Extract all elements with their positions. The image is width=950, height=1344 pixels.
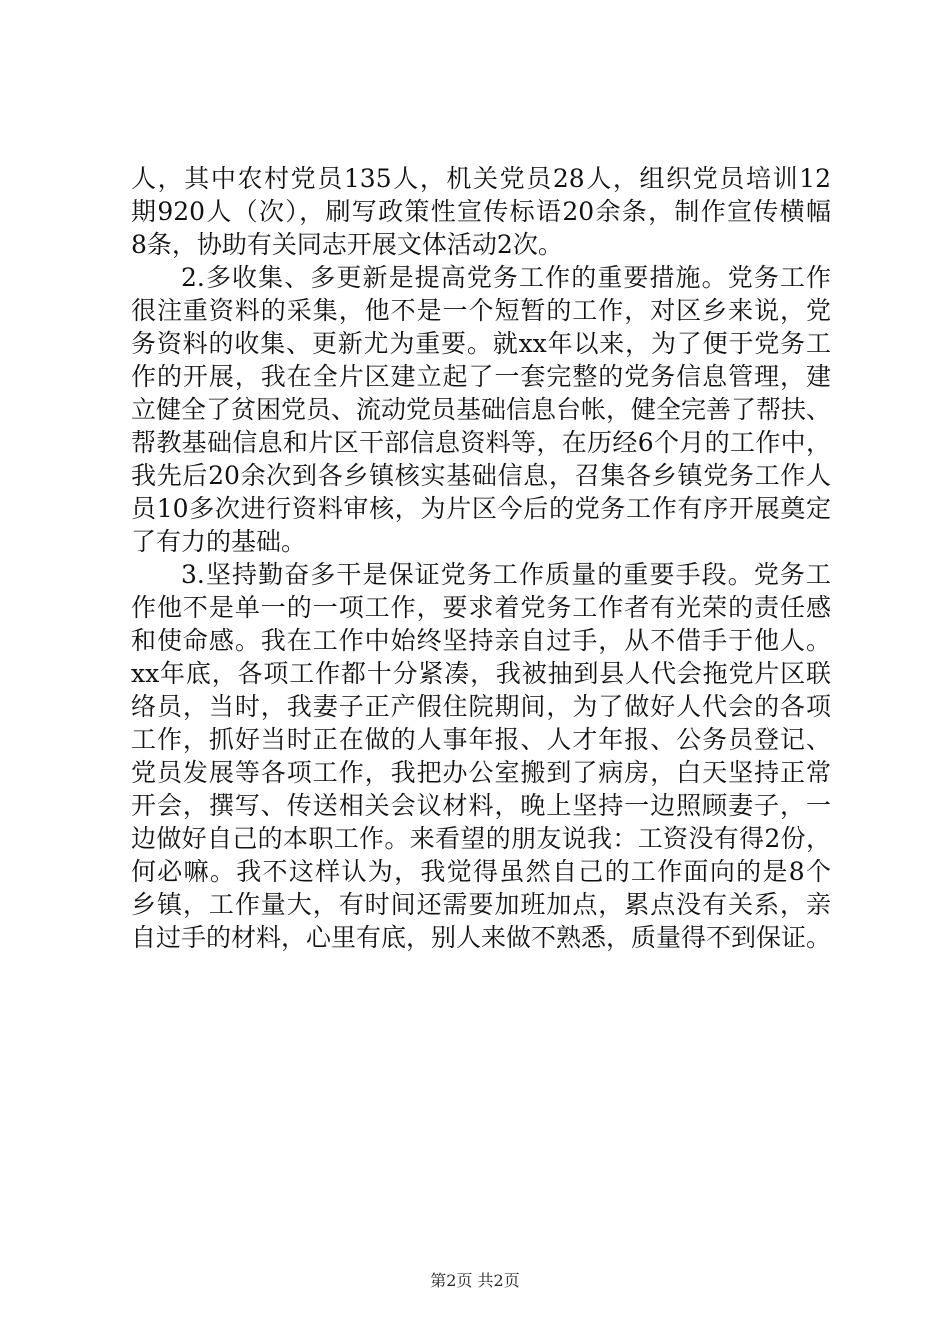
text-line: 员10多次进行资料审核，为片区今后的党务工作有序开展奠定	[131, 494, 831, 523]
text-line: 立健全了贫困党员、流动党员基础信息台帐，健全完善了帮扶、	[131, 395, 832, 424]
text-line: 作他不是单一的一项工作，要求着党务工作者有光荣的责任感	[131, 593, 831, 622]
text-line: 帮教基础信息和片区干部信息资料等，在历经6个月的工作中，	[131, 428, 831, 457]
text-line: 自过手的材料，心里有底，别人来做不熟悉，质量得不到保证。	[131, 923, 832, 952]
text-line: 很注重资料的采集，他不是一个短暂的工作，对区乡来说，党	[131, 296, 831, 325]
text-line: 务资料的收集、更新尤为重要。就xx年以来，为了便于党务工	[131, 329, 831, 358]
text-line: 了有力的基础。	[131, 527, 307, 556]
text-line: 我先后20余次到各乡镇核实基础信息，召集各乡镇党务工作人	[131, 461, 831, 490]
text-line: 人，其中农村党员135人，机关党员28人，组织党员培训12	[131, 164, 831, 193]
text-line: 和使命感。我在工作中始终坚持亲自过手，从不借手于他人。	[131, 626, 831, 655]
text-line: 何必嘛。我不这样认为，我觉得虽然自己的工作面向的是8个	[131, 857, 831, 886]
text-line: 党员发展等各项工作，我把办公室搬到了病房，白天坚持正常	[131, 758, 831, 787]
text-line: 期920人（次），刷写政策性宣传标语20余条，制作宣传横幅	[131, 197, 831, 226]
text-line: 开会，撰写、传送相关会议材料，晚上坚持一边照顾妻子，一	[131, 791, 831, 820]
text-line: 乡镇，工作量大，有时间还需要加班加点，累点没有关系，亲	[131, 890, 831, 919]
text-line: 边做好自己的本职工作。来看望的朋友说我：工资没有得2份，	[131, 824, 831, 853]
text-line: 络员，当时，我妻子正产假住院期间，为了做好人代会的各项	[131, 692, 831, 721]
text-line: 8条，协助有关同志开展文体活动2次。	[131, 230, 563, 259]
paragraph-start-line: 3.坚持勤奋多干是保证党务工作质量的重要手段。党务工	[181, 560, 831, 589]
text-line: xx年底，各项工作都十分紧凑，我被抽到县人代会拖党片区联	[131, 659, 831, 688]
page-number-footer: 第2页 共2页	[430, 1271, 520, 1290]
text-line: 作的开展，我在全片区建立起了一套完整的党务信息管理，建	[131, 362, 831, 391]
paragraph-start-line: 2.多收集、多更新是提高党务工作的重要措施。党务工作	[181, 263, 831, 292]
text-line: 工作，抓好当时正在做的人事年报、人才年报、公务员登记、	[131, 725, 831, 754]
